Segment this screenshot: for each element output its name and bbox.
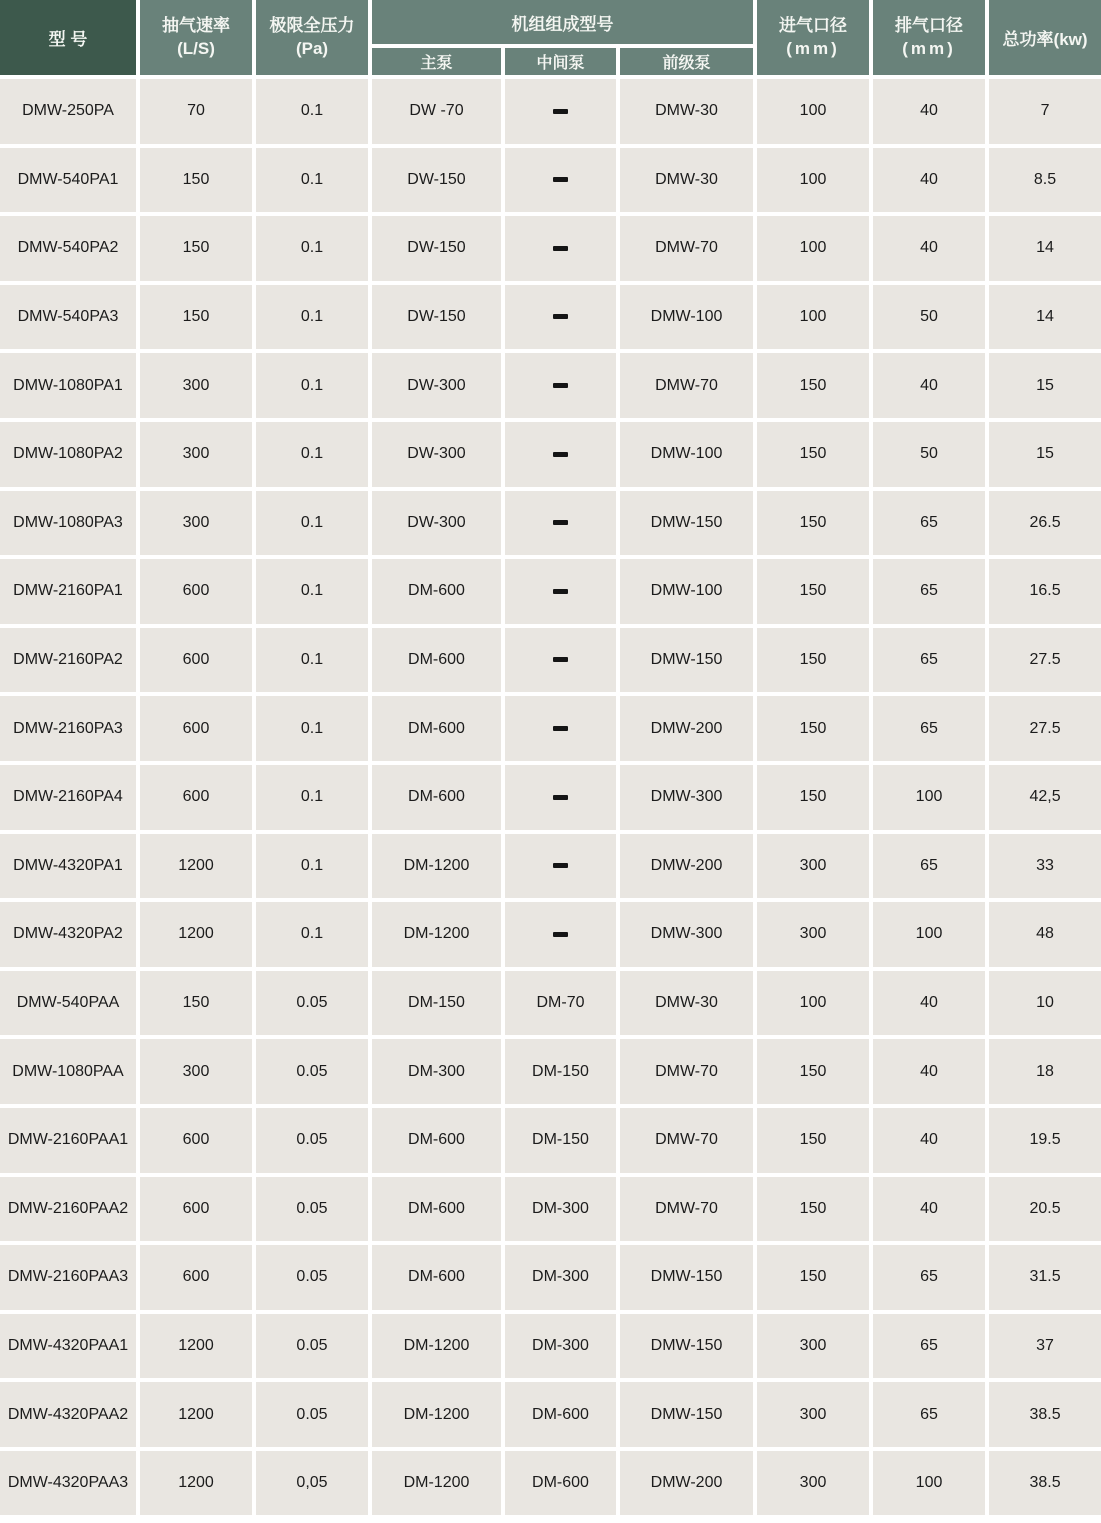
table-row	[0, 1451, 1101, 1516]
cell-inlet-diameter: 300	[757, 1382, 869, 1447]
cell-outlet-diameter: 40	[873, 216, 985, 281]
table-row	[0, 834, 1101, 899]
cell-model: DMW-4320PAA1	[0, 1314, 136, 1379]
cell-total-power: 15	[989, 353, 1101, 418]
cell-model: DMW-540PA2	[0, 216, 136, 281]
cell-model: DMW-1080PA1	[0, 353, 136, 418]
cell-pumping-speed: 1200	[140, 834, 252, 899]
cell-total-power: 14	[989, 285, 1101, 350]
cell-pumping-speed: 70	[140, 79, 252, 144]
header-outlet-diameter-label: 排气口径	[895, 16, 964, 36]
cell-ultimate-pressure: 0.1	[256, 353, 368, 418]
cell-pumping-speed: 300	[140, 353, 252, 418]
cell-middle-pump	[505, 491, 616, 556]
cell-pumping-speed: 600	[140, 765, 252, 830]
cell-main-pump: DM-150	[372, 971, 501, 1036]
cell-middle-pump: DM-300	[505, 1177, 616, 1242]
cell-backing-pump: DMW-150	[620, 628, 753, 693]
header-ultimate-pressure-label: 极限全压力	[269, 16, 355, 36]
cell-outlet-diameter: 40	[873, 1039, 985, 1104]
cell-inlet-diameter: 150	[757, 1245, 869, 1310]
cell-backing-pump: DMW-150	[620, 1245, 753, 1310]
cell-backing-pump: DMW-100	[620, 285, 753, 350]
cell-model: DMW-2160PA2	[0, 628, 136, 693]
cell-inlet-diameter: 100	[757, 216, 869, 281]
table-row	[0, 1039, 1101, 1104]
cell-pumping-speed: 150	[140, 285, 252, 350]
cell-inlet-diameter: 150	[757, 353, 869, 418]
table-header	[0, 0, 1101, 75]
cell-total-power: 42,5	[989, 765, 1101, 830]
cell-inlet-diameter: 100	[757, 148, 869, 213]
cell-middle-pump	[505, 902, 616, 967]
cell-ultimate-pressure: 0.1	[256, 628, 368, 693]
cell-main-pump: DW-300	[372, 353, 501, 418]
cell-middle-pump	[505, 559, 616, 624]
cell-ultimate-pressure: 0.05	[256, 1245, 368, 1310]
cell-model: DMW-2160PA3	[0, 696, 136, 761]
cell-pumping-speed: 1200	[140, 1314, 252, 1379]
table-row	[0, 148, 1101, 213]
cell-total-power: 7	[989, 79, 1101, 144]
cell-outlet-diameter: 100	[873, 902, 985, 967]
cell-inlet-diameter: 150	[757, 1177, 869, 1242]
cell-model: DMW-2160PA4	[0, 765, 136, 830]
dash-icon	[553, 657, 568, 662]
cell-ultimate-pressure: 0.1	[256, 765, 368, 830]
cell-main-pump: DM-600	[372, 765, 501, 830]
dash-icon	[553, 314, 568, 319]
header-main-pump-label: 主泵	[420, 55, 453, 72]
cell-inlet-diameter: 300	[757, 902, 869, 967]
cell-model: DMW-540PAA	[0, 971, 136, 1036]
cell-ultimate-pressure: 0.05	[256, 1108, 368, 1173]
cell-outlet-diameter: 40	[873, 1108, 985, 1173]
cell-ultimate-pressure: 0.1	[256, 285, 368, 350]
header-unit-composition-group	[372, 0, 753, 44]
cell-backing-pump: DMW-150	[620, 491, 753, 556]
header-model-label: 型 号	[48, 30, 88, 49]
cell-main-pump: DW-300	[372, 491, 501, 556]
cell-inlet-diameter: 150	[757, 422, 869, 487]
cell-main-pump: DM-1200	[372, 1314, 501, 1379]
cell-model: DMW-4320PA2	[0, 902, 136, 967]
cell-middle-pump	[505, 216, 616, 281]
table-row	[0, 1382, 1101, 1447]
cell-middle-pump	[505, 765, 616, 830]
cell-model: DMW-1080PA2	[0, 422, 136, 487]
cell-total-power: 18	[989, 1039, 1101, 1104]
table-row	[0, 696, 1101, 761]
cell-total-power: 31.5	[989, 1245, 1101, 1310]
cell-inlet-diameter: 100	[757, 971, 869, 1036]
header-backing-pump-label: 前级泵	[662, 55, 711, 72]
cell-total-power: 27.5	[989, 696, 1101, 761]
cell-model: DMW-4320PAA2	[0, 1382, 136, 1447]
cell-model: DMW-250PA	[0, 79, 136, 144]
cell-ultimate-pressure: 0.1	[256, 422, 368, 487]
table-row	[0, 79, 1101, 144]
cell-total-power: 37	[989, 1314, 1101, 1379]
cell-inlet-diameter: 150	[757, 696, 869, 761]
table-row	[0, 628, 1101, 693]
cell-inlet-diameter: 300	[757, 1314, 869, 1379]
cell-backing-pump: DMW-30	[620, 148, 753, 213]
cell-backing-pump: DMW-100	[620, 422, 753, 487]
dash-icon	[553, 520, 568, 525]
cell-inlet-diameter: 100	[757, 79, 869, 144]
cell-total-power: 27.5	[989, 628, 1101, 693]
cell-total-power: 20.5	[989, 1177, 1101, 1242]
cell-total-power: 14	[989, 216, 1101, 281]
cell-pumping-speed: 300	[140, 1039, 252, 1104]
cell-ultimate-pressure: 0.1	[256, 148, 368, 213]
cell-ultimate-pressure: 0.05	[256, 1314, 368, 1379]
cell-outlet-diameter: 50	[873, 422, 985, 487]
cell-inlet-diameter: 150	[757, 628, 869, 693]
cell-inlet-diameter: 300	[757, 834, 869, 899]
cell-backing-pump: DMW-300	[620, 902, 753, 967]
cell-ultimate-pressure: 0.1	[256, 696, 368, 761]
cell-pumping-speed: 300	[140, 422, 252, 487]
cell-pumping-speed: 600	[140, 628, 252, 693]
cell-backing-pump: DMW-30	[620, 79, 753, 144]
header-model	[0, 0, 136, 75]
cell-pumping-speed: 150	[140, 148, 252, 213]
cell-middle-pump: DM-600	[505, 1451, 616, 1516]
cell-outlet-diameter: 40	[873, 148, 985, 213]
cell-backing-pump: DMW-70	[620, 216, 753, 281]
header-total-power	[989, 0, 1101, 75]
cell-backing-pump: DMW-70	[620, 1177, 753, 1242]
cell-main-pump: DW -70	[372, 79, 501, 144]
cell-outlet-diameter: 65	[873, 1382, 985, 1447]
table-row	[0, 971, 1101, 1036]
cell-inlet-diameter: 300	[757, 1451, 869, 1516]
cell-middle-pump	[505, 834, 616, 899]
table-row	[0, 422, 1101, 487]
table-row	[0, 1245, 1101, 1310]
header-outlet-diameter-unit: (mm)	[902, 38, 956, 58]
table-body	[0, 79, 1101, 1515]
cell-backing-pump: DMW-150	[620, 1314, 753, 1379]
cell-pumping-speed: 150	[140, 971, 252, 1036]
table-row	[0, 1108, 1101, 1173]
cell-pumping-speed: 600	[140, 1245, 252, 1310]
dash-icon	[553, 383, 568, 388]
cell-main-pump: DM-600	[372, 1177, 501, 1242]
header-middle-pump	[505, 48, 616, 75]
header-unit-composition-label: 机组组成型号	[511, 14, 614, 34]
cell-outlet-diameter: 65	[873, 1314, 985, 1379]
cell-outlet-diameter: 65	[873, 628, 985, 693]
cell-pumping-speed: 600	[140, 1108, 252, 1173]
header-inlet-diameter	[757, 0, 869, 75]
cell-middle-pump	[505, 353, 616, 418]
cell-total-power: 15	[989, 422, 1101, 487]
cell-model: DMW-2160PAA3	[0, 1245, 136, 1310]
header-ultimate-pressure	[256, 0, 368, 75]
cell-model: DMW-2160PAA1	[0, 1108, 136, 1173]
cell-outlet-diameter: 65	[873, 1245, 985, 1310]
cell-middle-pump	[505, 79, 616, 144]
header-pumping-speed-unit: (L/S)	[177, 38, 215, 58]
cell-pumping-speed: 300	[140, 491, 252, 556]
cell-main-pump: DW-150	[372, 285, 501, 350]
cell-main-pump: DM-600	[372, 628, 501, 693]
cell-middle-pump	[505, 628, 616, 693]
cell-pumping-speed: 150	[140, 216, 252, 281]
table-row	[0, 285, 1101, 350]
cell-middle-pump: DM-300	[505, 1314, 616, 1379]
cell-outlet-diameter: 40	[873, 79, 985, 144]
dash-icon	[553, 452, 568, 457]
cell-backing-pump: DMW-100	[620, 559, 753, 624]
cell-outlet-diameter: 65	[873, 559, 985, 624]
table-row	[0, 216, 1101, 281]
cell-main-pump: DW-150	[372, 148, 501, 213]
table-row	[0, 1314, 1101, 1379]
cell-inlet-diameter: 150	[757, 1108, 869, 1173]
dash-icon	[553, 177, 568, 182]
cell-backing-pump: DMW-150	[620, 1382, 753, 1447]
cell-ultimate-pressure: 0.05	[256, 1382, 368, 1447]
cell-pumping-speed: 1200	[140, 1451, 252, 1516]
cell-model: DMW-4320PA1	[0, 834, 136, 899]
cell-main-pump: DW-300	[372, 422, 501, 487]
cell-ultimate-pressure: 0.05	[256, 971, 368, 1036]
cell-pumping-speed: 600	[140, 696, 252, 761]
header-inlet-diameter-label: 进气口径	[779, 16, 848, 36]
cell-model: DMW-1080PA3	[0, 491, 136, 556]
cell-main-pump: DM-1200	[372, 834, 501, 899]
cell-ultimate-pressure: 0.05	[256, 1177, 368, 1242]
cell-main-pump: DW-150	[372, 216, 501, 281]
cell-outlet-diameter: 100	[873, 1451, 985, 1516]
cell-total-power: 16.5	[989, 559, 1101, 624]
cell-inlet-diameter: 150	[757, 491, 869, 556]
cell-outlet-diameter: 65	[873, 491, 985, 556]
cell-ultimate-pressure: 0.05	[256, 1039, 368, 1104]
cell-main-pump: DM-600	[372, 1245, 501, 1310]
cell-ultimate-pressure: 0.1	[256, 79, 368, 144]
table-row	[0, 765, 1101, 830]
cell-middle-pump: DM-70	[505, 971, 616, 1036]
cell-backing-pump: DMW-200	[620, 1451, 753, 1516]
header-pumping-speed	[140, 0, 252, 75]
cell-middle-pump: DM-600	[505, 1382, 616, 1447]
cell-outlet-diameter: 40	[873, 353, 985, 418]
cell-inlet-diameter: 150	[757, 559, 869, 624]
cell-model: DMW-540PA3	[0, 285, 136, 350]
cell-main-pump: DM-1200	[372, 1382, 501, 1447]
header-total-power-label: 总功率(kw)	[1002, 30, 1088, 49]
cell-main-pump: DM-1200	[372, 1451, 501, 1516]
cell-main-pump: DM-600	[372, 559, 501, 624]
cell-middle-pump: DM-300	[505, 1245, 616, 1310]
cell-main-pump: DM-300	[372, 1039, 501, 1104]
table-row	[0, 1177, 1101, 1242]
dash-icon	[553, 246, 568, 251]
cell-outlet-diameter: 50	[873, 285, 985, 350]
cell-pumping-speed: 1200	[140, 1382, 252, 1447]
header-main-pump	[372, 48, 501, 75]
cell-total-power: 38.5	[989, 1451, 1101, 1516]
cell-ultimate-pressure: 0.1	[256, 491, 368, 556]
header-inlet-diameter-unit: (mm)	[786, 38, 840, 58]
cell-inlet-diameter: 150	[757, 1039, 869, 1104]
cell-total-power: 38.5	[989, 1382, 1101, 1447]
cell-outlet-diameter: 65	[873, 834, 985, 899]
cell-ultimate-pressure: 0.1	[256, 216, 368, 281]
dash-icon	[553, 863, 568, 868]
cell-inlet-diameter: 150	[757, 765, 869, 830]
header-middle-pump-label: 中间泵	[536, 55, 585, 72]
cell-model: DMW-2160PA1	[0, 559, 136, 624]
cell-backing-pump: DMW-200	[620, 696, 753, 761]
cell-ultimate-pressure: 0,05	[256, 1451, 368, 1516]
cell-middle-pump	[505, 285, 616, 350]
cell-main-pump: DM-600	[372, 1108, 501, 1173]
dash-icon	[553, 589, 568, 594]
cell-model: DMW-4320PAA3	[0, 1451, 136, 1516]
cell-backing-pump: DMW-70	[620, 1108, 753, 1173]
table-row	[0, 353, 1101, 418]
cell-backing-pump: DMW-70	[620, 353, 753, 418]
cell-backing-pump: DMW-300	[620, 765, 753, 830]
cell-ultimate-pressure: 0.1	[256, 902, 368, 967]
cell-main-pump: DM-600	[372, 696, 501, 761]
cell-total-power: 26.5	[989, 491, 1101, 556]
table-row	[0, 491, 1101, 556]
cell-middle-pump	[505, 696, 616, 761]
cell-total-power: 19.5	[989, 1108, 1101, 1173]
cell-middle-pump: DM-150	[505, 1039, 616, 1104]
cell-model: DMW-540PA1	[0, 148, 136, 213]
cell-backing-pump: DMW-200	[620, 834, 753, 899]
cell-outlet-diameter: 40	[873, 1177, 985, 1242]
cell-middle-pump	[505, 148, 616, 213]
cell-middle-pump	[505, 422, 616, 487]
table-row	[0, 902, 1101, 967]
dash-icon	[553, 932, 568, 937]
cell-total-power: 48	[989, 902, 1101, 967]
cell-ultimate-pressure: 0.1	[256, 834, 368, 899]
cell-pumping-speed: 600	[140, 559, 252, 624]
table-row	[0, 559, 1101, 624]
cell-total-power: 33	[989, 834, 1101, 899]
cell-outlet-diameter: 40	[873, 971, 985, 1036]
cell-middle-pump: DM-150	[505, 1108, 616, 1173]
cell-model: DMW-2160PAA2	[0, 1177, 136, 1242]
cell-backing-pump: DMW-70	[620, 1039, 753, 1104]
header-outlet-diameter	[873, 0, 985, 75]
header-backing-pump	[620, 48, 753, 75]
cell-backing-pump: DMW-30	[620, 971, 753, 1036]
dash-icon	[553, 109, 568, 114]
header-pumping-speed-label: 抽气速率	[162, 16, 230, 36]
cell-main-pump: DM-1200	[372, 902, 501, 967]
cell-outlet-diameter: 65	[873, 696, 985, 761]
cell-pumping-speed: 600	[140, 1177, 252, 1242]
cell-pumping-speed: 1200	[140, 902, 252, 967]
cell-total-power: 8.5	[989, 148, 1101, 213]
cell-outlet-diameter: 100	[873, 765, 985, 830]
dash-icon	[553, 795, 568, 800]
cell-model: DMW-1080PAA	[0, 1039, 136, 1104]
cell-total-power: 10	[989, 971, 1101, 1036]
header-ultimate-pressure-unit: (Pa)	[295, 38, 329, 58]
cell-ultimate-pressure: 0.1	[256, 559, 368, 624]
cell-inlet-diameter: 100	[757, 285, 869, 350]
dash-icon	[553, 726, 568, 731]
